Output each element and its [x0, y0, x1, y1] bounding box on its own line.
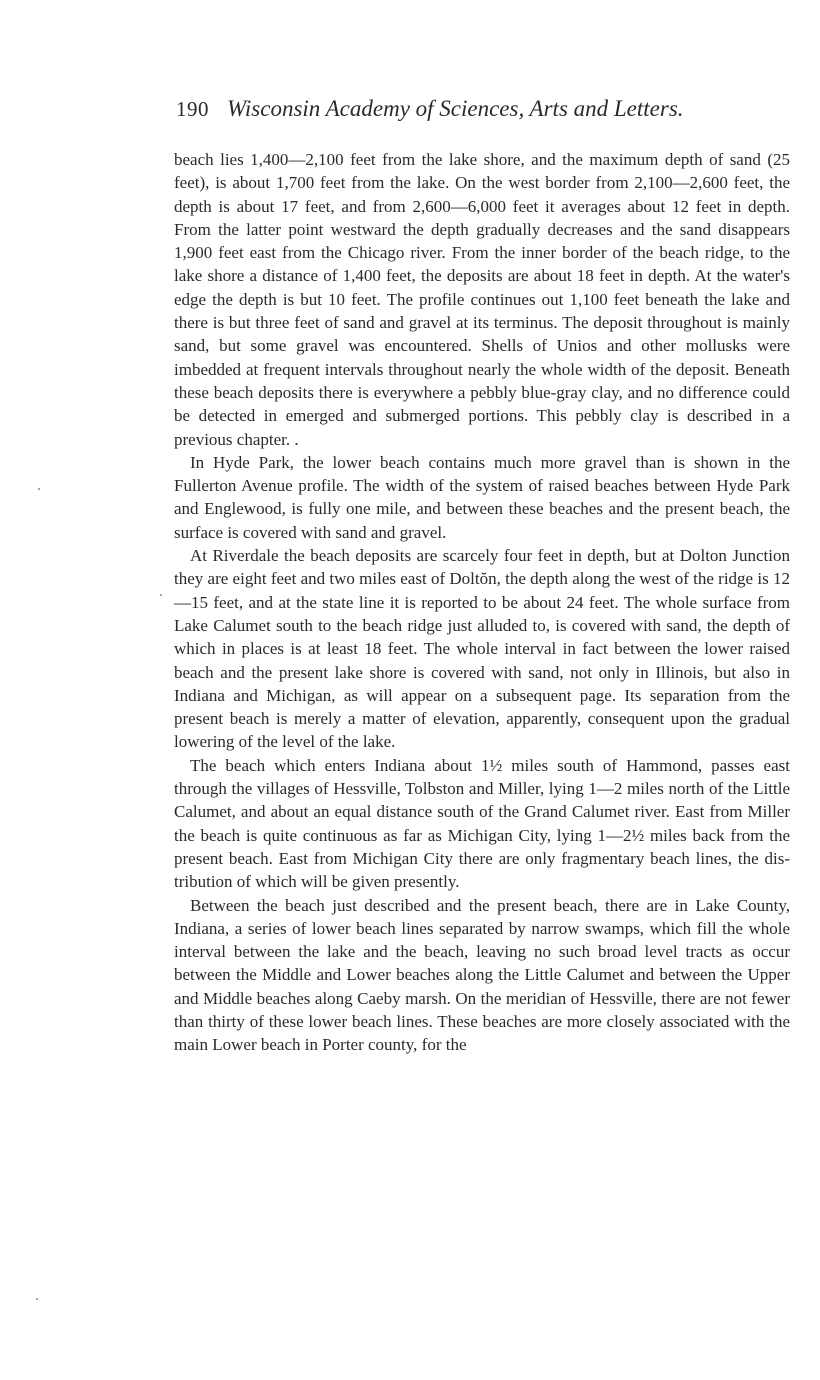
page-number: 190 [176, 97, 209, 121]
paragraph-lake-county: Between the beach just described and the present beach, there are in Lake County, Indiana, a series of lower beach lines separated by narrow swamps, which fill the whole interval between the lake and the beach, leaving no such broad level tracts as occur between the Middle and Lower beaches along the Little Calumet and between the Upper and Middle beaches along Caeby marsh. On the meridian of Hessville, there are not fewer than thirty of these lower beach lines. These beaches are more closely associated with the main Lower beach in Porter county, for the [174, 895, 790, 1055]
running-title: Wisconsin Academy of Sciences, Arts and Letters. [227, 96, 684, 121]
body-text [174, 148, 790, 1057]
running-header [176, 96, 786, 130]
paragraph-hyde-park: In Hyde Park, the lower beach contains much more gravel than is shown in the Fullerton Avenue profile. The width of the system of raised beaches between Hyde Park and Englewood, is fully one mile, and between these beaches and the present beach, the surface is covered with sand and gravel. [174, 452, 790, 542]
scan-speck [38, 488, 40, 490]
scan-speck [36, 1298, 38, 1300]
scan-speck [160, 594, 162, 596]
paragraph-riverdale: At Riverdale the beach deposits are scarcely four feet in depth, but at Dolton Junction they are eight feet and two miles east of Doltŏn, the depth along the west of the ridge is 12—15 feet, and at the state line it is reported to be about 24 feet. The whole surface from Lake Calumet south to the beach ridge just alluded to, is covered with sand, the depth of which in places is at least 18 feet. The whole interval in fact between the lower raised beach and the present lake shore is covered with sand, not only in Illinois, but also in Indiana and Michigan, as will appear on a subsequent page. Its separation from the present beach is merely a matter of elevation, apparently, consequent upon the gradual lowering of the level of the lake. [174, 546, 790, 752]
paragraph-indiana-beach: The beach which enters Indiana about 1½ miles south of Hammond, passes east through the villages of Hessville, Tolbston and Miller, lying 1—2 miles north of the Little Calumet, and about an equal distance south of the Grand Calumet river. East from Miller the beach is quite continuous as far as Michigan City, lying 1—2½ miles back from the present beach. East from Michigan City there are only fragmentary beach lines, the distribution of which will be given presently. [174, 755, 790, 892]
paragraph-continued: beach lies 1,400—2,100 feet from the lake shore, and the maximum depth of sand (25 feet), is about 1,700 feet from the lake. On the west border from 2,100—2,600 feet, the depth is about 17 feet, and from 2,600—6,000 feet it averages about 12 feet in depth. From the latter point westward the depth gradually decreases and the sand disappears 1,900 feet east from the Chicago river. From the inner border of the beach ridge, to the lake shore a distance of 1,400 feet, the deposits are about 18 feet in depth. At the water's edge the depth is but 10 feet. The profile continues out 1,100 feet beneath the lake and there is but three feet of sand and gravel at its terminus. The deposit throughout is mainly sand, but some gravel was encountered. Shells of Unios and other mollusks were imbedded at frequent intervals throughout nearly the whole width of the deposit. Beneath these beach deposits there is everywhere a pebbly blue-gray clay, and no difference could be detected in emerged and submerged portions. This pebbly clay is described in a previous chapter. . [174, 150, 790, 449]
